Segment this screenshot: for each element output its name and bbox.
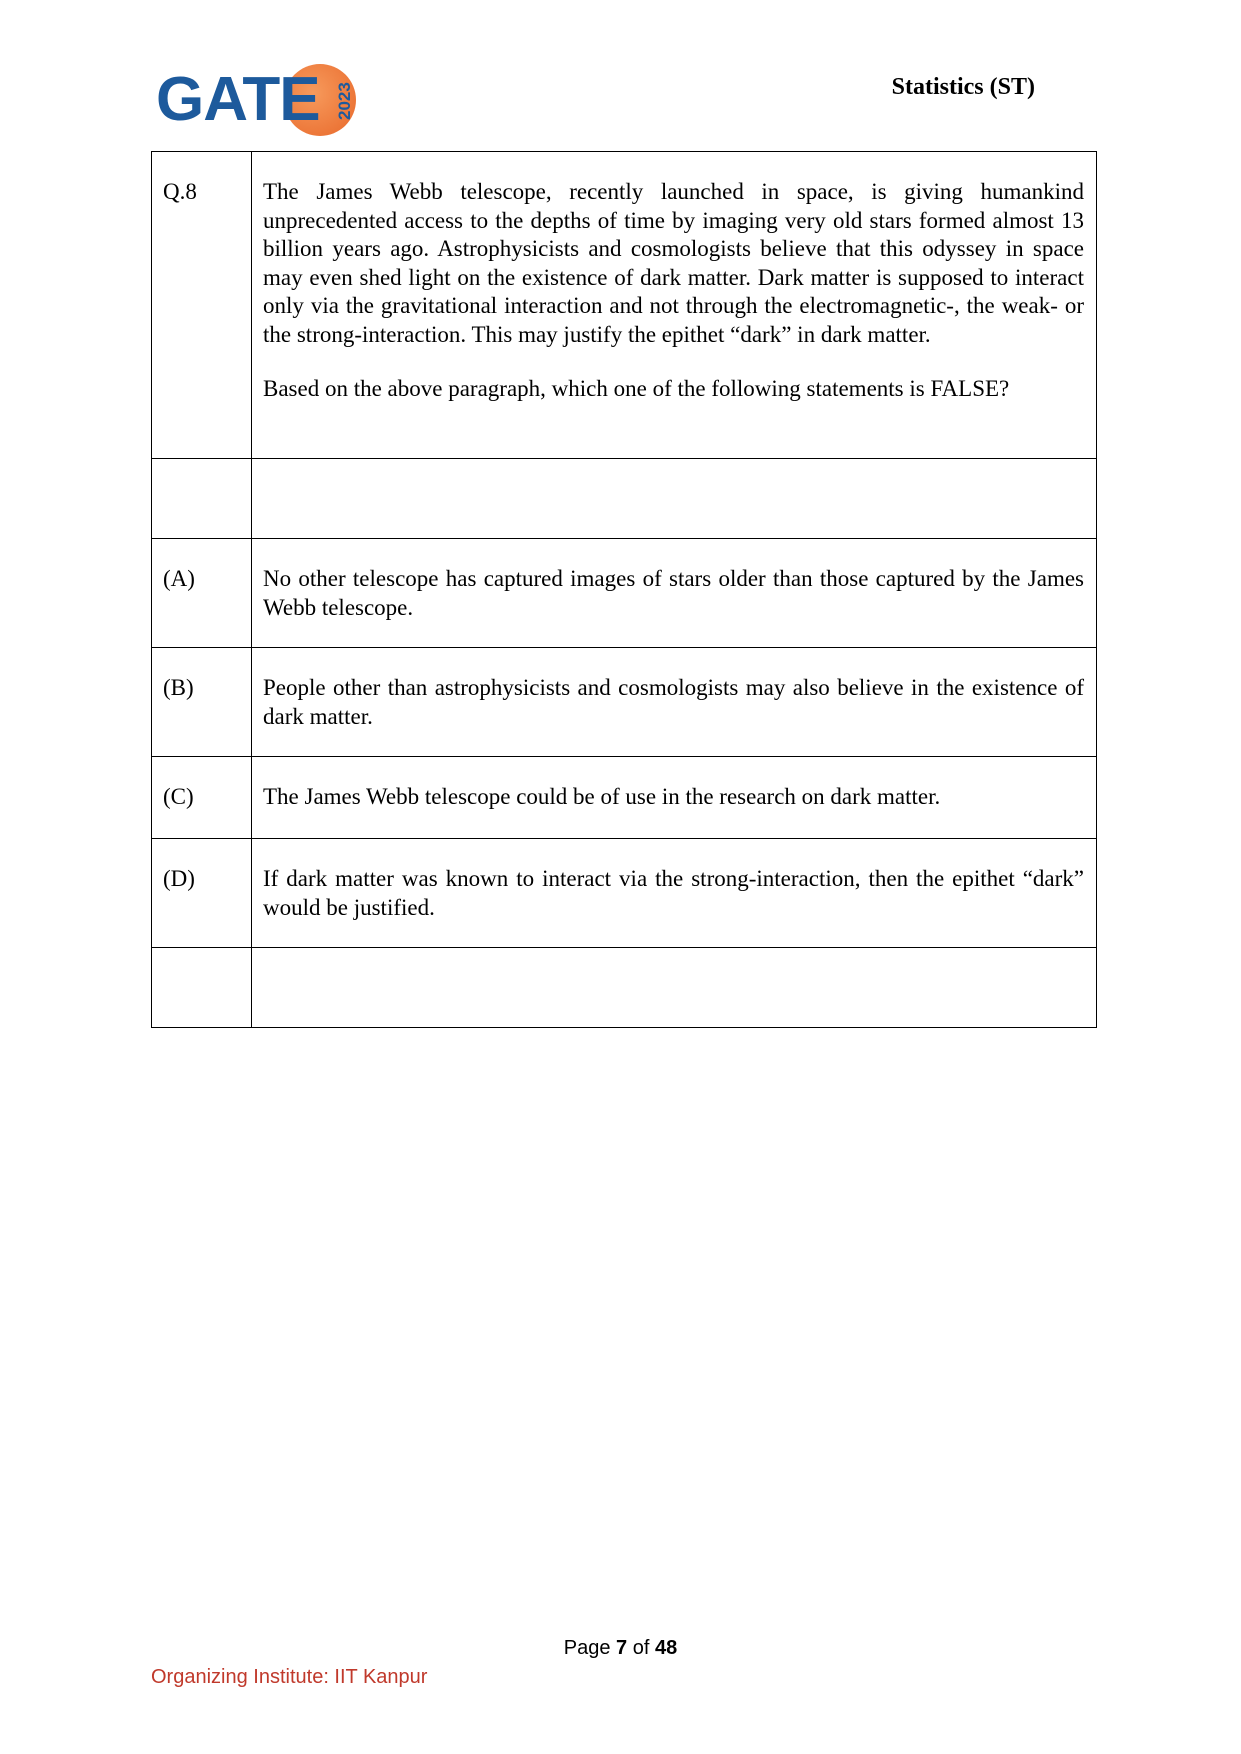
blank-cell	[252, 459, 1097, 539]
question-body	[252, 152, 1097, 459]
page-number	[0, 1637, 1241, 1660]
gate-logo	[156, 60, 356, 140]
option-label: (D)	[152, 839, 252, 948]
option-label: (B)	[152, 648, 252, 757]
option-row-c	[152, 757, 1097, 839]
organizer-text: Organizing Institute: IIT Kanpur	[151, 1666, 428, 1688]
page-current: 7	[616, 1637, 628, 1659]
page-of: of	[632, 1637, 650, 1659]
question-prompt: Based on the above paragraph, which one of the following statements is FALSE?	[263, 376, 1010, 401]
option-label: (C)	[152, 757, 252, 839]
page-prefix: Page	[563, 1637, 611, 1659]
option-text: People other than astrophysicists and cosmologists may also believe in the existence of dark matter.	[252, 648, 1097, 757]
logo-text: GATE	[156, 65, 320, 134]
question-row	[152, 152, 1097, 459]
question-number: Q.8	[152, 152, 252, 459]
option-text: No other telescope has captured images of stars older than those captured by the James Webb telescope.	[252, 539, 1097, 648]
option-text: The James Webb telescope could be of use in the research on dark matter.	[252, 757, 1097, 839]
logo-year: 2023	[335, 82, 354, 120]
blank-row	[152, 459, 1097, 539]
option-text: If dark matter was known to interact via the strong-interaction, then the epithet “dark” would be justified.	[252, 839, 1097, 948]
blank-cell	[152, 459, 252, 539]
blank-cell	[152, 948, 252, 1028]
blank-cell	[252, 948, 1097, 1028]
option-row-b	[152, 648, 1097, 757]
page-total: 48	[654, 1637, 678, 1659]
option-row-a	[152, 539, 1097, 648]
question-paragraph: The James Webb telescope, recently launched in space, is giving humankind unprecedented access to the depths of time by imaging very old stars formed almost 13 billion years ago. Astrophysicists and cosmologists believe that this odyssey in space may even shed light on the existence of dark matter. Dark matter is supposed to interact only via the gravitational interaction and not through the electromagnetic-, the weak- or the strong-interaction. This may justify the epithet “dark” in dark matter.	[263, 179, 1084, 347]
option-row-d	[152, 839, 1097, 948]
question-table	[151, 151, 1097, 1028]
subject-title: Statistics (ST)	[891, 74, 1035, 100]
blank-row	[152, 948, 1097, 1028]
option-label: (A)	[152, 539, 252, 648]
